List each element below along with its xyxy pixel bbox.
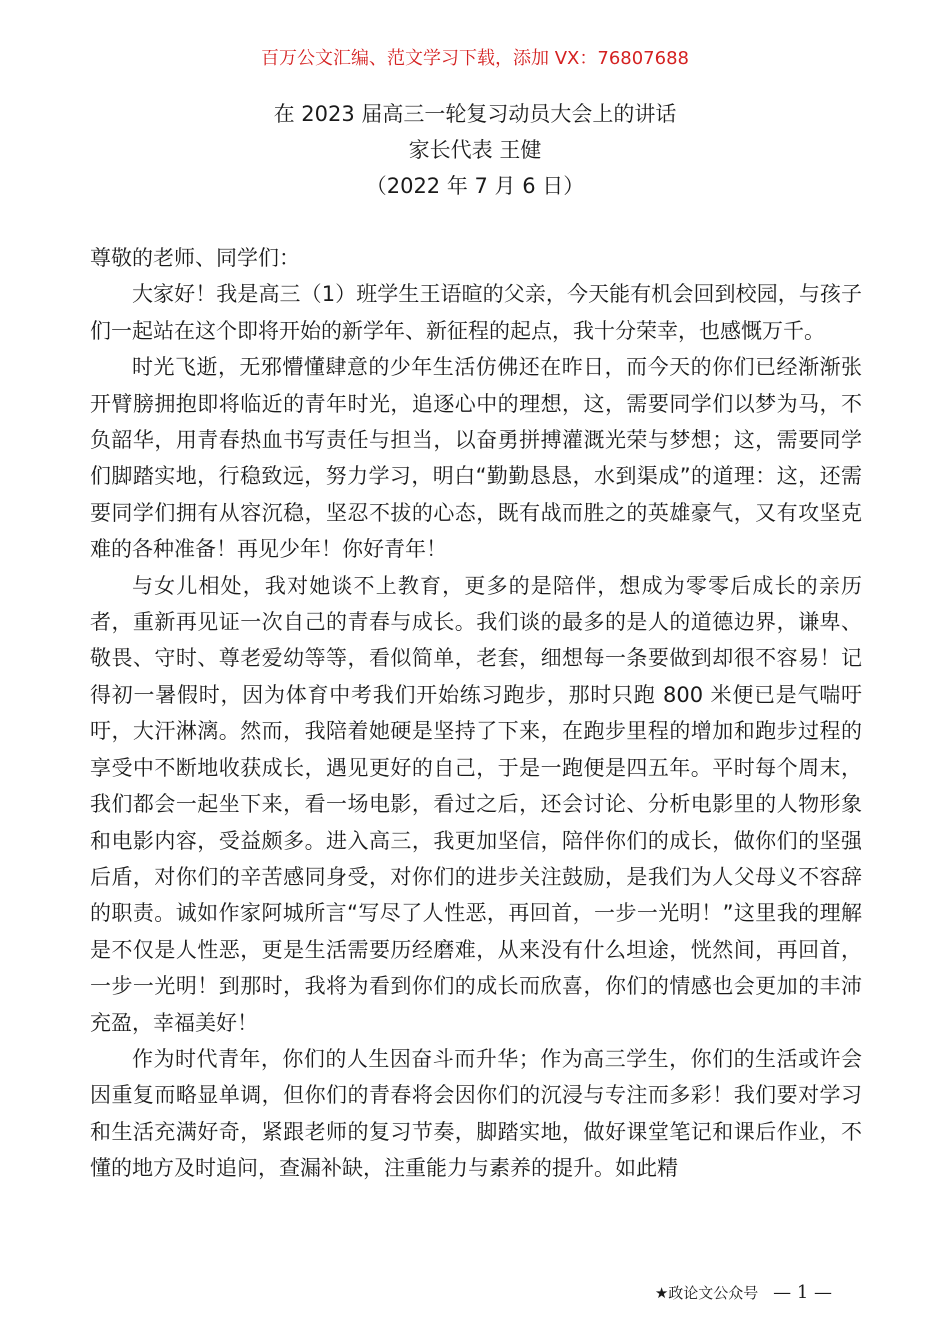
- speech-body: [90, 240, 862, 1187]
- footer-source: ★政论文公众号: [654, 1284, 759, 1302]
- speech-date: （2022 年 7 月 6 日）: [365, 174, 585, 198]
- paragraph: 作为时代青年，你们的人生因奋斗而升华；作为高三学生，你们的生活或许会因重复而略显单调，但你们的青春将会因你们的沉浸与专注而多彩！我们要对学习和生活充满好奇，紧跟老师的复习节奏，脚踏实地，做好课堂笔记和课后作业，不懂的地方及时追问，查漏补缺，注重能力与素养的提升。如此精: [90, 1046, 862, 1181]
- title-block: [0, 96, 950, 204]
- salutation: 尊敬的老师、同学们：: [90, 246, 300, 270]
- speaker-line: 家长代表 王健: [408, 138, 542, 162]
- paragraph: 大家好！我是高三（1）班学生王语暄的父亲，今天能有机会回到校园，与孩子们一起站在这个即将开始的新学年、新征程的起点，我十分荣幸，也感慨万千。: [90, 282, 862, 343]
- page-footer: [655, 1280, 832, 1306]
- paragraph: 时光飞逝，无邪懵懂肆意的少年生活仿佛还在昨日，而今天的你们已经渐渐张开臂膀拥抱即将临近的青年时光，追逐心中的理想，这，需要同学们以梦为马，不负韶华，用青春热血书写责任与担当，以奋勇拼搏灌溉光荣与梦想；这，需要同学们脚踏实地，行稳致远，努力学习，明白“勤勤恳恳，水到渠成”的道理：这，还需要同学们拥有从容沉稳，坚忍不拔的心态，既有战而胜之的英雄豪气，又有攻坚克难的各种准备！再见少年！你好青年！: [90, 355, 862, 562]
- promo-banner: 百万公文汇编、范文学习下载，添加 VX：76807688: [261, 48, 689, 69]
- paragraph: 与女儿相处，我对她谈不上教育，更多的是陪伴，想成为零零后成长的亲历者，重新再见证一次自己的青春与成长。我们谈的最多的是人的道德边界，谦卑、敬畏、守时、尊老爱幼等等，看似简单，老套，细想每一条要做到却很不容易！记得初一暑假时，因为体育中考我们开始练习跑步，那时只跑 800 米便已是气喘吁吁，大汗淋漓。然而，我陪着她硬是坚持了下来，在跑步里程的增加和跑步过程的享受中不断地收获成长，遇见更好的自己，于是一跑便是四五年。平时每个周末，我们都会一起坐下来，看一场电影，看过之后，还会讨论、分析电影里的人物形象和电影内容，受益颇多。进入高三，我更加坚信，陪伴你们的成长，做你们的坚强后盾，对你们的辛苦感同身受，对你们的进步关注鼓励，是我们为人父母义不容辞的职责。诚如作家阿城所言“写尽了人性恶，再回首，一步一光明！”这里我的理解是不仅是人性恶，更是生活需要历经磨难，从来没有什么坦途，恍然间，再回首，一步一光明！到那时，我将为看到你们的成长而欣喜，你们的情感也会更加的丰沛充盈，幸福美好！: [90, 573, 862, 1035]
- page-number: — 1 —: [773, 1282, 832, 1303]
- speech-title: 在 2023 届高三一轮复习动员大会上的讲话: [273, 102, 677, 126]
